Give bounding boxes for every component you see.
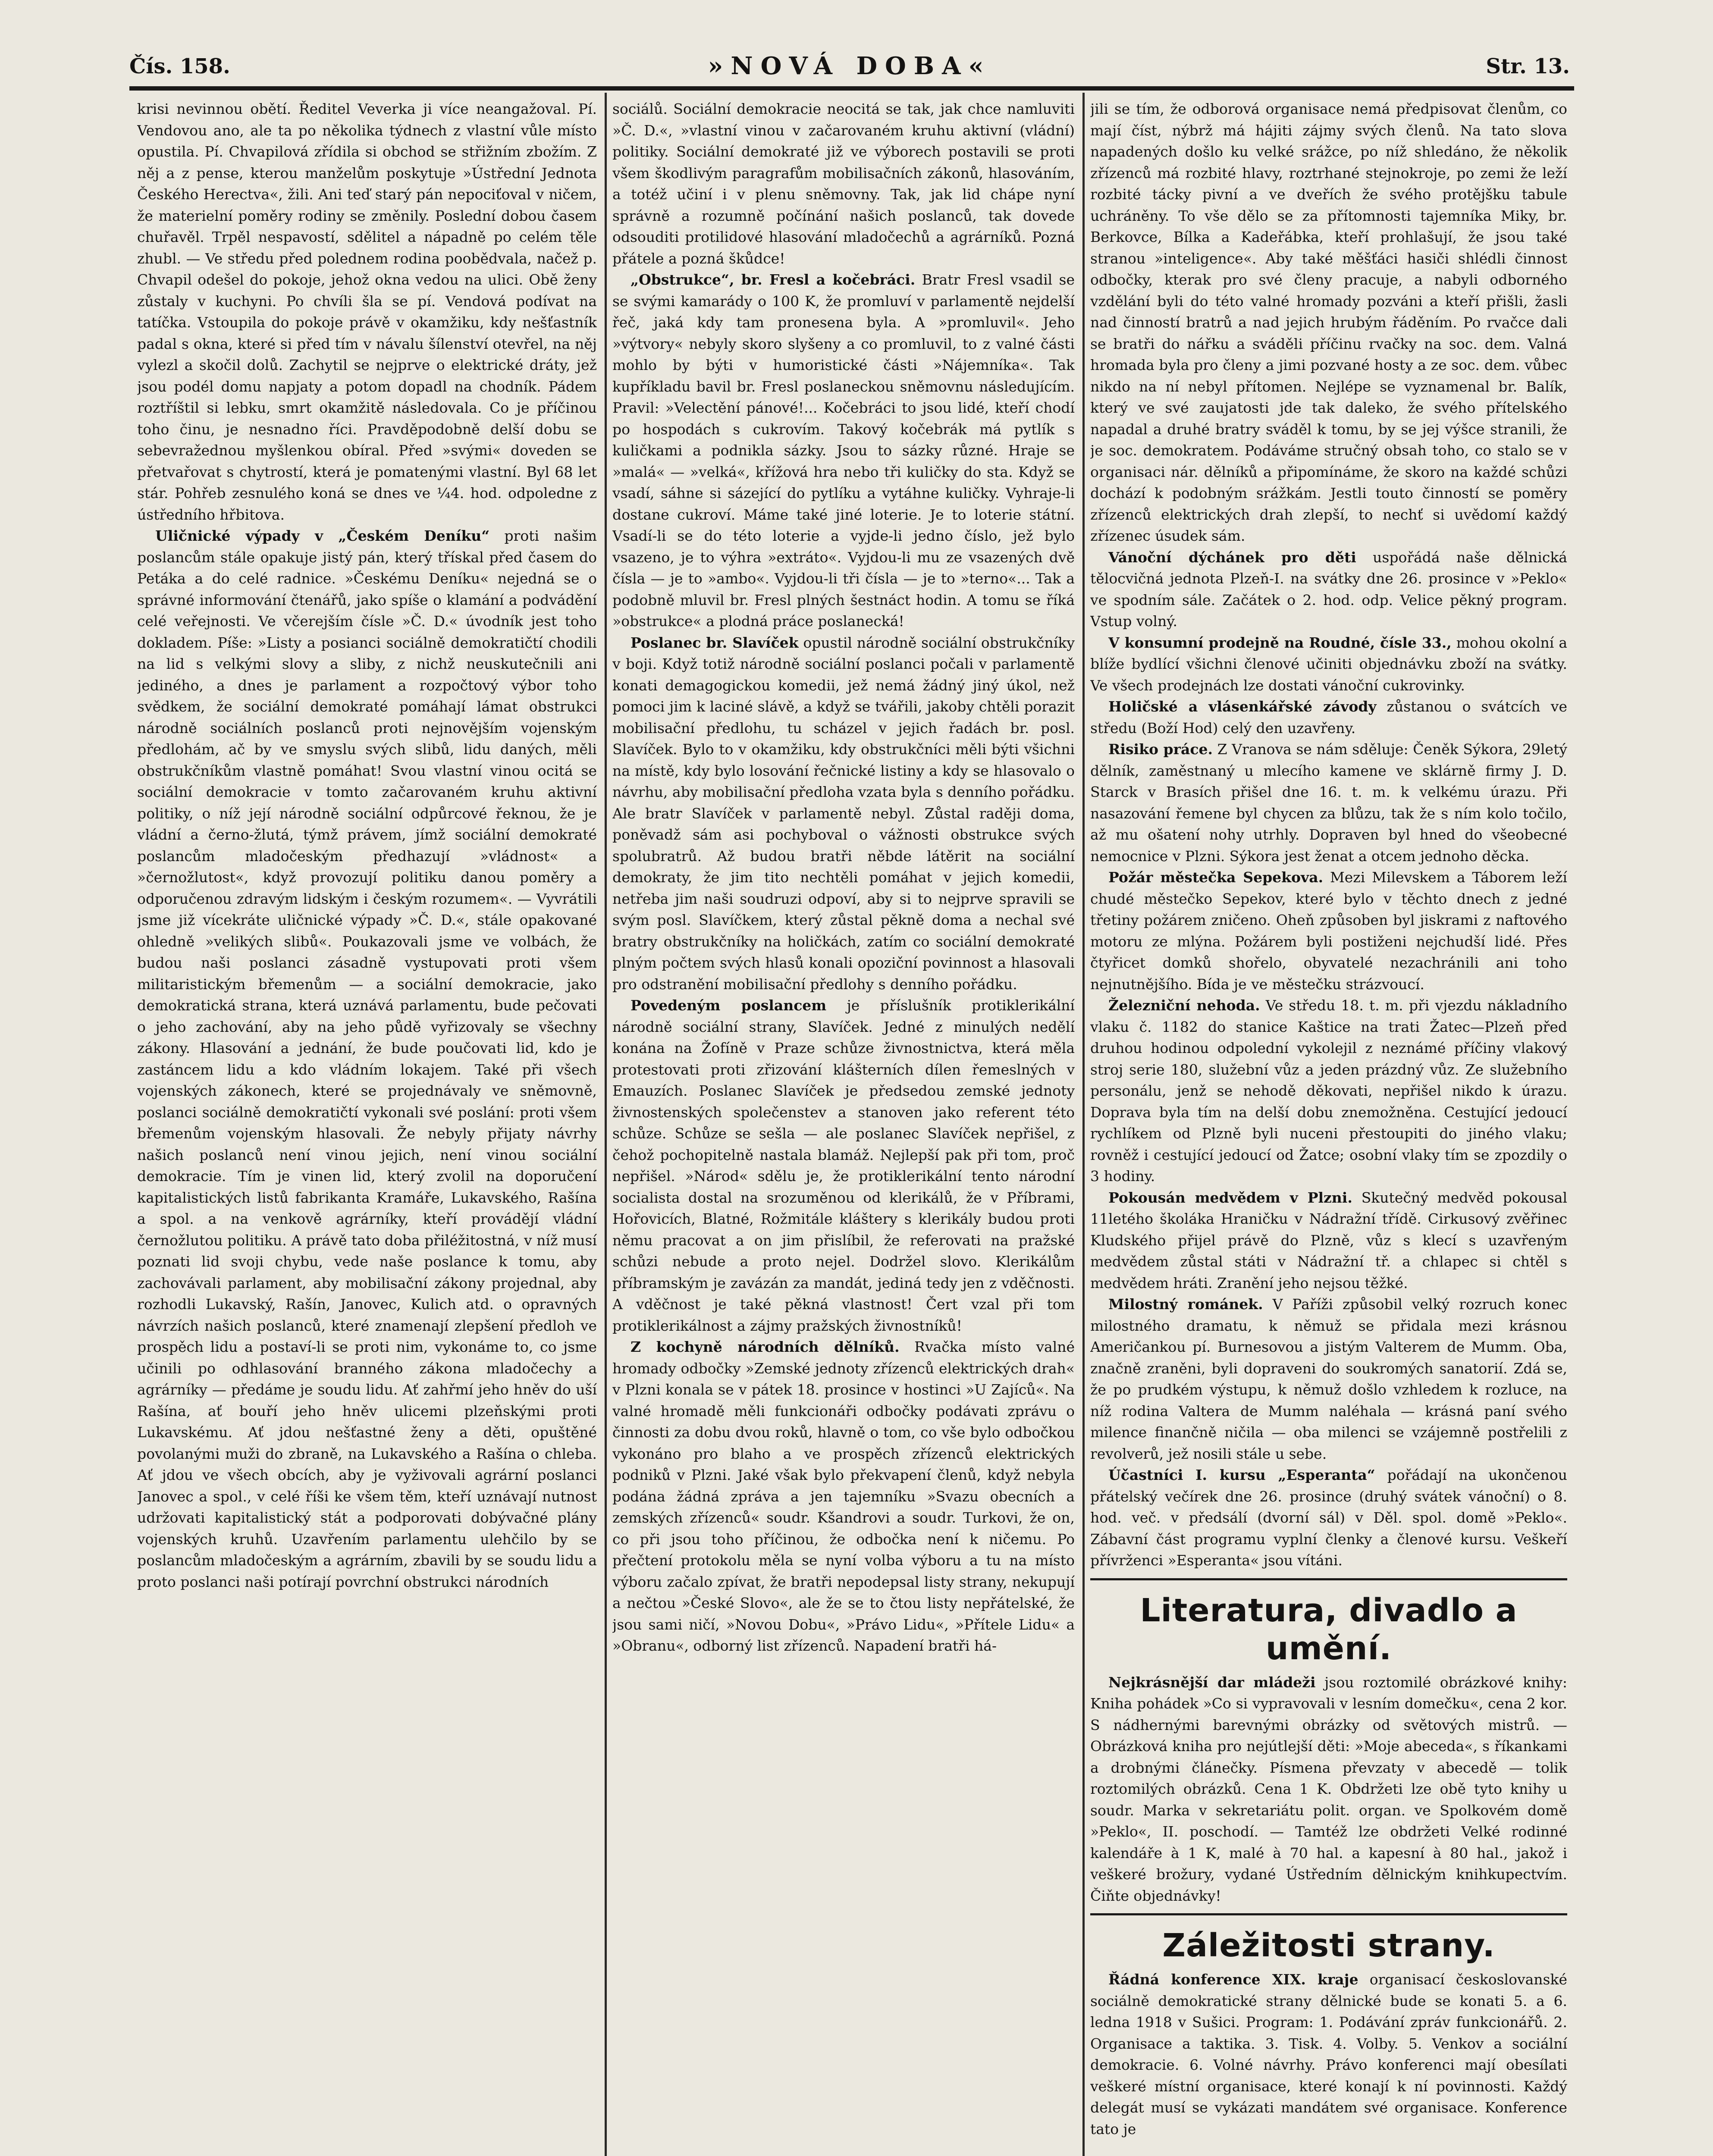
article: [1090, 1672, 1567, 1907]
article: [1090, 632, 1567, 696]
article-text: organisací českoslovanské sociálně demokratické strany dělnické bude se konati 5. a 6. ledna 1918 v Sušici. Program: 1. Podávání zpráv funkcionářů. 2. Organisace a taktika. 3. Tisk. 4. Volby. 5. Venkov a sociální demokracie. 6. Volné návrhy. Právo konferenci mají obesílati veškeré místní organisace, které konají k ní povinnosti. Každý delegát musí se vykázati mandátem své organisace. Konference tato je: [1090, 1971, 1567, 2137]
article-text: je příslušník protiklerikální národně sociální strany, Slavíček. Jedné z minulých nedělí konána na Žofíně v Praze schůze živnostnictva, která měla protestovati proti zřizování klášterních dílen řemeslných v Emauzích. Poslanec Slavíček je předsedou zemské jednoty živnostenských společenstev a stanoven jako referent této schůze. Schůze se sešla — ale poslanec Slavíček nepřišel, z čehož pochopitelně nastala blamáž. Nejlepší pak při tom, proč nepřišel. »Národ« sdělu je, že protiklerikální tento národní socialista dostal na srozuměnou od klerikálů, že v Příbrami, Hořovicích, Blatné, Rožmitále kláštery s klerikály budou proti němu pracovat a on jim přislíbil, že referovati na pražské schůzi nebude a proto nejel. Dodržel slovo. Klerikálům příbramským je zavázán za mandát, jediná tedy jen z vděčnosti. A vděčnost je také pěkná vlastnost! Čert vzal při tom protiklerikálnost a zájmy pražských živnostníků!: [612, 997, 1075, 1334]
column-3: [1090, 98, 1567, 2156]
article: [1090, 1464, 1567, 1571]
article-text: krisi nevinnou obětí. Ředitel Veverka ji více neangažoval. Pí. Vendovou ano, ale ta po několika týdnech z vlastní vůle místo opustila. Pí. Chvapilová zřídila si obchod se střižním zbožím. Z něj a z pense, kterou manželům poskytuje »Ústřední Jednota Českého Herectva«, žili. Ani teď starý pán nepociťoval v ničem, že materielní poměry rodiny se změnily. Poslední dobou časem chuřavěl. Trpěl nespavostí, sdělitel a nápadně po celém těle zhubl. — Ve středu před polednem rodina poobědvala, načež p. Chvapil odešel do pokoje, jehož okna vedou na ulici. Obě ženy zůstaly v kuchyni. Po chvíli šla se pí. Vendová podívat na tatíčka. Vstoupila do pokoje právě v okamžiku, kdy nešťastník padal s okna, které si před tím v návalu šílenství otevřel, na něj vylezl a skočil dolů. Zachytil se nejprve o elektrické dráty, jež jsou podél domu napjaty a potom dopadl na chodník. Pádem roztříštil si lebku, smrt okamžitě následovala. Co je příčinou toho činu, je nesnadno říci. Pravděpodobně delší dobu se sebevražednou myšlenkou obíral. Před »svými« doveden se přetvařovat s chytrostí, která je pomatenými vlastní. Byl 68 let stár. Pohřeb zesnulého koná se dnes ve ¼4. hod. odpoledne z ústředního hřbitova.: [137, 100, 597, 523]
article-continuation: [137, 98, 597, 525]
article-text: pořádají na ukončenou přátelský večírek dne 26. prosince (druhý svátek vánoční) o 8. hod. več. v předsálí (dvorní sál) v Děl. spol. domě »Peklo«. Zábavní část programu vyplní členky a členové kursu. Veškeří přívrženci »Esperanta« jsou vítáni.: [1090, 1467, 1567, 1569]
article-headline: „Obstrukce“, br. Fresl a kočebráci.: [631, 271, 916, 288]
article-headline: Pokousán medvědem v Plzni.: [1108, 1189, 1352, 1206]
article: [612, 995, 1075, 1336]
article-headline: Milostný románek.: [1108, 1296, 1263, 1313]
article: [137, 525, 597, 1592]
article-headline: Povedeným poslancem: [631, 997, 827, 1014]
section-heading-party-affairs: Záležitosti strany.: [1162, 1927, 1495, 1964]
article: [612, 269, 1075, 632]
newspaper-title: »NOVÁ DOBA«: [708, 52, 991, 80]
article-text: opustil národně sociální obstrukčníky v boji. Když totiž národně sociální poslanci počali v parlamentě konati demagogickou komedii, jež nemá žádný jiný úkol, než pomoci jim k laciné slávě, a když se tvářili, jakoby chtěli porazit mobilisační předlohu, tu scházel v jejich řadách br. posl. Slavíček. Bylo to v okamžiku, kdy obstrukčníci měli býti všichni na místě, kdy bylo losování řečnické listiny a kdy se hlasovalo o návrhu, aby mobilisační předloha vzata byla s denního pořádku. Ale bratr Slavíček v parlamentě nebyl. Zůstal raději doma, poněvadž sám asi pochyboval o vážnosti obstrukce svých spolubratrů. Až budou bratři něbde látěrit na sociální demokraty, že jim tito nechtěli pomáhat v jejich komedii, netřeba jim naši soudruzi odpoví, aby si to nejprve spravili se svým posl. Slavíčkem, který zůstal pěkně doma a nechal své bratry obstrukčníky na holičkách, zatím co sociální demokraté plným počtem svých hlasů konali opoziční povinnost a hlasovali pro odstranění mobilisační předlohy s denního pořádku.: [612, 634, 1075, 993]
article-headline: Účastníci I. kursu „Esperanta“: [1108, 1467, 1375, 1483]
article: [1090, 1187, 1567, 1294]
article-headline: Nejkrásnější dar mládeži: [1108, 1673, 1316, 1691]
article-text: Bratr Fresl vsadil se se svými kamarády o 100 K, že promluví v parlamentě nejdelší řeč, jaká kdy tam pronesena byla. A »promluvil«. Jeho »výtvory« nebyly skoro slyšeny a co promluvil, to z valné části mohlo by býti v humoristické části »Nájemníka«. Tak kupříkladu bavil br. Fresl poslaneckou sněmovnu následujícím. Pravil: »Velectění pánové!... Kočebráci to jsou lidé, kteří chodí po hospodách s cukrovím. Takový kočebrák má pytlík s kuličkami a podnikla sázky. Jsou to sázky různé. Hraje se »malá« — »velká«, křížová hra nebo tři kuličky do sta. Když se vsadí, sáhne si sázející do pytlíku a vytáhne kuličky. Vyhraje-li dostane cukroví. Máme také jiné loterie. Je to loterie státní. Vsadí-li se do této loterie a vyjde-li jedno číslo, jež bylo vsazeno, je to výhra »extráto«. Vyjdou-li mu ze vsazených dvě čísla — je to »ambo«. Vyjdou-li tři čísla — je to »terno«... Tak a podobně mluvil br. Fresl plných šestnáct hodin. A tomu se říká »obstrukce« a plodná práce poslanecká!: [612, 271, 1075, 630]
article-headline: Holičské a vlásenkářské závody: [1108, 698, 1377, 715]
article-text: Z Vranova se nám sděluje: Čeněk Sýkora, 29letý dělník, zaměstnaný u mlecího kamene ve sklárně firmy J. D. Starck v Brasích přišel dne 16. t. m. k velkému úrazu. Při nasazování řemene byl chycen za blůzu, tak že s ním kolo točilo, až mu ošatení nohy utrhly. Dopraven byl hned do všeobecné nemocnice v Plzni. Sýkora jest ženat a otcem jednoho děcka.: [1090, 741, 1567, 865]
article-text: mohou okolní a blíže bydlící všichni členové učiniti objednávku zboží na svátky. Ve všech prodejnách lze dostati vánoční cukrovinky.: [1090, 634, 1567, 694]
column-divider: [605, 93, 607, 2156]
article-text: Rvačka místo valné hromady odbočky »Zemské jednoty zřízenců elektrických drah« v Plzni konala se v pátek 18. prosince v hostinci »U Zajíců«. Na valné hromadě měli funkcionáři odbočky podávati zprávu o činnosti za dobu dvou roků, hlavně o tom, co vše bylo odbočkou vykonáno pro blaho a ve prospěch zřízenců elektrických podniků v Plzni. Jaké však bylo překvapení členů, když nebyla podána žádná zpráva a jen tajemníku »Svazu obecních a zemských zřízenců« soudr. Kšandrovi a soudr. Turkovi, že on, co při jsou toho příčinou, že odbočka není k ničemu. Po přečtení protokolu měla se nyní volba výboru a tu na místo výboru začalo zpívat, že bratři nepodepsal listy strany, nekupují a nečtou »České Slovo«, ale že se to čtou listy nepřátelské, že jsou sami ničí, »Novou Dobu«, »Právo Lidu«, »Přítele Lidu« a »Obranu«, odborný list zřízenců. Napadení bratři há-: [612, 1338, 1075, 1654]
article-continuation: [1090, 98, 1567, 547]
article: [1090, 995, 1567, 1187]
article-headline: Poslanec br. Slavíček: [631, 634, 799, 651]
article-text: jili se tím, že odborová organisace nemá předpisovat členům, co mají číst, nýbrž má hájiti zájmy svých členů. Na tato slova napadených došlo ku velké srážce, po níž shledáno, že několik zřízenců má rozbité hlavy, roztrhané stejnokroje, po zemi že leží rozbité tácky pivní a ve dveřích že svého protějšku tabule uchráněny. To vše dělo se za přítomnosti tajemníka Miky, br. Berkovce, Bílka a Kadeřábka, kteří prohlašují, že jsou také stranou »inteligence«. Aby také měšťáci hasiči shlédli činnost odbočky, kterak pro své členy pracuje, a nabyli odborného vzdělání byli do této valné hromady pozváni a kteří přišli, žasli nad činností bratrů a nad jejich hrubým řáděním. Po rvačce dali se bratři do nářku a sváděli příčinu rvačky na soc. dem. Valná hromada byla pro členy a jimi pozvané hosty a ze soc. dem. vůbec nikdo na ní nebyl přítomen. Nejlépe se vyznamenal br. Balík, který ve své zaujatosti jde tak daleko, že svého přítelského napadal a druhé bratry sváděl k tomu, by se jej výšce stranili, že je soc. demokratem. Podáváme stručný obsah toho, co stalo se v organisaci nár. dělníků a připomínáme, že skoro na každé schůzi dochází k podobným srážkám. Jestli touto činností se poměry zřízenců elektrických drah zlepší, to nechť si uvědomí každý zřízenec úsudek sám.: [1090, 100, 1567, 544]
article: [612, 1336, 1075, 1657]
page-number: Str. 13.: [1486, 54, 1570, 78]
article-headline: Řádná konference XIX. kraje: [1108, 1971, 1358, 1988]
article-headline: Z kochyně národních dělníků.: [631, 1338, 900, 1355]
article: [1090, 696, 1567, 739]
article: [1090, 739, 1567, 867]
article-headline: Uličnické výpady v „Českém Deníku“: [155, 527, 490, 544]
article-text: V Paříži způsobil velký rozruch konec milostného dramatu, k němuž se přidala mezi krásnou Američankou pí. Burnesovou a jistým Valterem de Mumm. Oba, značně zraněni, byli dopraveni do soukromých sanatorií. Zdá se, že po prudkém výstupu, k němuž došlo vzhledem k rozluce, na níž rodina Valtera de Mumm naléhala — krásná paní svého milence finančně ničila — oba milenci se vzájemně postřelili z revolverů, jež nosili stále u sebe.: [1090, 1296, 1567, 1462]
section-heading-literature: Literatura, divadlo a umění.: [1140, 1592, 1518, 1667]
article-continuation: [612, 98, 1075, 269]
article-text: jsou roztomilé obrázkové knihy: Kniha pohádek »Co si vypravovali v lesním domečku«, cena 2 kor. S nádhernými barevnými obrázky od světových mistrů. — Obrázková kniha pro nejútlejší děti: »Moje abeceda«, s říkankami a drobnými článečky. Písmena převzaty v abecedě — tolik roztomilých obrázků. Cena 1 K. Obdržeti lze obě tyto knihy u soudr. Marka v sekretariátu polit. organ. ve Spolkovém domě »Peklo«, II. poschodí. — Tamtéž lze obdržeti Velké rodinné kalendáře à 1 K, malé à 70 hal. a kapesní à 80 hal., jakož i veškeré brožury, vydané Ústředním dělnickým knihkupectvím. Čiňte objednávky!: [1090, 1673, 1567, 1904]
article-headline: V konsumní prodejně na Roudné, čísle 33.,: [1108, 634, 1452, 651]
article-text: sociálů. Sociální demokracie neocitá se tak, jak chce namluviti »Č. D.«, »vlastní vinou v začarovaném kruhu aktivní (vládní) politiky. Sociální demokraté již ve výborech postavili se proti všem škodlivým paragrafům mobilisačních zákonů, hlasováním, a totéž učiní i v plenu sněmovny. Tak, jak lid chápe nyní správně a rozumně počínání našich poslanců, tak dovede odsouditi protilidové hlasování mladočechů a agrárníků. Pozná přátele a pozná škůdce!: [612, 100, 1075, 267]
article: [1090, 1294, 1567, 1464]
article-text: proti našim poslancům stále opakuje jistý pán, který třískal před časem do Petáka a do celé radnice. »Českému Deníku« nejedná se o správné informování čtenářů, jako spíše o klamání a podvádění celé veřejnosti. Ve včerejším čísle »Č. D.« úvodník jest toho dokladem. Píše: »Listy a posianci sociálně demokratičtí chodili na lid s velkými slovy a sliby, z nichž neuskutečnili ani jediného, a dnes je parlament a rozpočtový výbor toho svědkem, že sociální demokraté pomáhají lámat obstrukci národně sociálních poslanců proti nejnovějším vojenským předlohám, ač by ve smyslu svých slibů, lidu daných, měli obstrukčníkům vlastně pomáhat! Svou vlastní vinou ocitá se sociální demokracie v tomto začarovaném kruhu aktivní politiky, o níž její národně sociální odpůrcové řeknou, že je vládní a černo-žlutá, týmž právem, jímž sociální demokraté poslancům mladočeským předhazují »vládnost« a »černožlutost«, když provozují politiku danou poměry a odporučenou zdravým lidským i českým rozumem«. — Vyvrátili jsme již vícekráte uličnické výpady »Č. D.«, stále opakované ohledně »velikých slibů«. Poukazovali jsme ve volbách, že budou naši poslanci zásadně vystupovati proti všem militaristickým břemenům — a sociální demokracie, jako demokratická strana, která uznává parlamentu, bude pečovati o jeho zachování, aby na jeho půdě vyřizovaly se všechny zákony. Hlasování a jednání, že bude poučovati lid, kdo je zastáncem lidu a kdo vládním lokajem. Také při všech vojenských zákonech, které se projednávaly ve sněmovně, poslanci sociálně demokratičtí vykonali své poslání: proti všem břemenům vojenským hlasovali. Že nebyly přijaty návrhy našich poslanců není vinou jejich, není vinou sociální demokracie. Tím je vinen lid, který zvolil na doporučení kapitalistických listů fabrikanta Kramáře, Lukavského, Rašína a spol. a na venkově agrárníky, kteří provádějí vládní černožlutou politiku. A právě tato doba přiléžitostná, v níž musí poznati lid svoji chybu, vede naše poslance k tomu, aby zachovávali parlament, aby mobilisační zákony projednal, aby rozhodli Lukavský, Rašín, Janovec, Kulich atd. o opravných návrzích našich poslanců, které znamenají zlepšení předloh ve prospěch lidu a postaví-li se proti nim, vykonáme to, co jsme učinili po odhlasování branného zákona mladočechy a agrárníky — předáme je soudu lidu. Ať zahřmí jeho hněv do uší Rašína, ať bouří jeho hněv ulicemi plzeňskými proti Lukavskému. Ať jdou nešťastné ženy a děti, opuštěné povolanými muži do zbraně, na Lukavského a Rašína o chleba. Ať jdou ve všech obcích, aby je vyživovali agrární poslanci Janovec a spol., v celé říši ke všem těm, kteří uznávají nutnost udržovati kapitalistický stát a podporovati dobývačné plány vojenských kruhů. Uzavřením parlamentu ulehčilo by se poslancům mladočeským a agrárním, zbavili by se soudu lidu a proto poslanci naši potírají povrchní obstrukci národních: [137, 527, 597, 1590]
article-text: zůstanou o svátcích ve středu (Boží Hod) celý den uzavřeny.: [1090, 698, 1567, 736]
column-1: [137, 98, 597, 2156]
section-rule: [1090, 1913, 1567, 1915]
article-text: Mezi Milevskem a Táborem leží chudé městečko Sepekov, které bylo v těchto dnech z jedné třetiny požárem zničeno. Oheň způsoben byl jiskrami z naftového motoru ze mlýna. Požárem byli postiženi nejchudší lidé. Přes čtyřicet domků shořelo, obyvatelé nezachránili ani toho nejnutnějšího. Bída je ve městečku strázvoucí.: [1090, 869, 1567, 993]
section-rule: [1090, 1578, 1567, 1580]
masthead: [129, 52, 1570, 86]
article-headline: Risiko práce.: [1108, 741, 1213, 758]
column-divider: [1082, 93, 1085, 2156]
article: [1090, 547, 1567, 632]
article: [1090, 1969, 1567, 2140]
article: [1090, 867, 1567, 995]
column-2: [612, 98, 1075, 2156]
article-headline: Železniční nehoda.: [1108, 997, 1260, 1014]
article-headline: Vánoční dýchánek pro děti: [1108, 548, 1356, 566]
article-text: Skutečný medvěd pokousal 11letého školáka Hraničku v Nádražní třídě. Cirkusový zvěřinec Kludského přijel právě do Plzně, vůz s klecí s uzavřeným medvědem zůstal státi v Nádražní tř. a chlapec si chtěl s medvědem hráti. Zranění jeho nejsou těžké.: [1090, 1189, 1567, 1291]
article-headline: Požár městečka Sepekova.: [1108, 869, 1324, 886]
masthead-rule: [129, 86, 1574, 91]
article-text: uspořádá naše dělnická tělocvičná jednota Plzeň-I. na svátky dne 26. prosince v »Peklo« ve spodním sále. Začátek o 2. hod. odp. Velice pěkný program. Vstup volný.: [1090, 548, 1567, 630]
article-text: Ve středu 18. t. m. při vjezdu nákladního vlaku č. 1182 do stanice Kaštice na trati Žatec—Plzeň před druhou hodinou odpolední vykolejil z neznámé příčiny vlakový stroj serie 180, služební vůz a jeden prázdný vůz. Ze služebního personálu, jenž se nehodě děkovati, nepřišel nikdo k úrazu. Doprava byla tím na delší dobu znemožněna. Cestující jedoucí rychlíkem od Plzně byli nuceni přestoupiti do jiného vlaku; rovněž i cestující jedoucí od Žatce; osobní vlaky tím se zpozdily o 3 hodiny.: [1090, 997, 1567, 1185]
issue-number: Čís. 158.: [129, 54, 230, 78]
article: [612, 632, 1075, 995]
